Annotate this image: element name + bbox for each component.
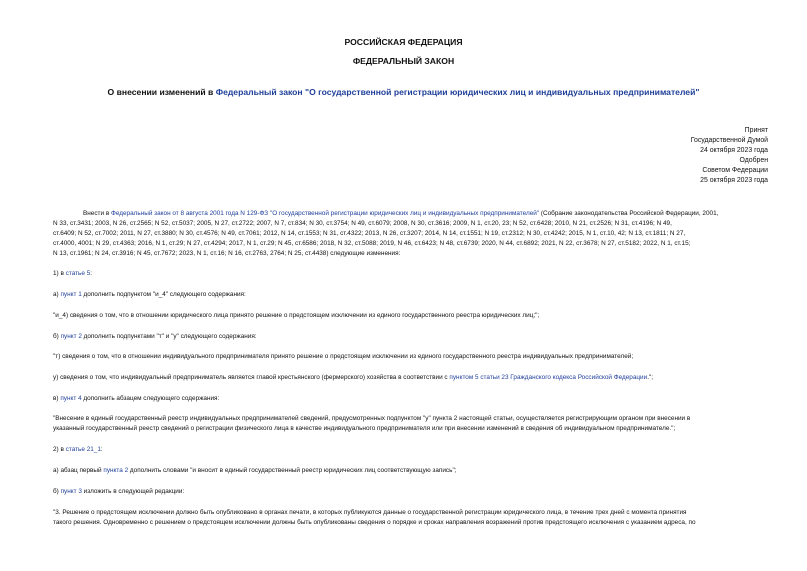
intro-line: ст.4000, 4001; N 29, ст.4363; 2016, N 1, ст.29; N 27, ст.4294; 2017, N 1, ст.29; N 45, ст.6586; 2018, N 32, ст.5088; 2019, N 46, ст.6423; N 48, ст.6739; 2020, N 44, ст.6892; 2021, N 22, ст.3678; N 27, ст.5182; 2022, N 1, ст.15; xyxy=(53,240,691,247)
item-c xyxy=(53,394,768,404)
item-a xyxy=(53,290,768,300)
item-text: ."; xyxy=(647,374,654,381)
item-link[interactable]: статье 21_1 xyxy=(65,446,101,453)
item-2a xyxy=(53,466,768,476)
adoption-line: Одобрен xyxy=(739,157,768,164)
item-text: 2) в xyxy=(53,446,66,453)
item-b-quote-u xyxy=(53,373,768,383)
adoption-line: 24 октября 2023 года xyxy=(700,147,768,154)
adoption-line: Принят xyxy=(744,127,768,134)
item-text: дополнить подпунктом "и_4" следующего содержания: xyxy=(81,291,246,298)
item-text: дополнить подпунктами "т" и "у" следующего содержания: xyxy=(81,333,257,340)
law-subject-link[interactable]: Федеральный закон "О государственной регистрации юридических лиц и индивидуальных предпринимателей" xyxy=(215,87,700,97)
item-1 xyxy=(53,269,768,279)
item-text: 1) в xyxy=(53,270,66,277)
item-2b-quote: "3. Решение о предстоящем исключении должно быть опубликовано в органах печати, в которых публикуются данные о государственной регистрации юридического лица, в течение трех дней с момента принятия xyxy=(53,509,687,516)
adoption-line: Государственной Думой xyxy=(690,137,768,144)
item-text: : xyxy=(100,446,103,453)
intro-paragraph xyxy=(53,209,768,219)
item-b xyxy=(53,332,768,342)
intro-line: N 33, ст.3431; 2003, N 26, ст.2565; N 52, ст.5037; 2005, N 27, ст.2722; 2007, N 7, ст.834; N 30, ст.3754; N 49, ст.6079; 2008, N 30, ст.3616; 2009, N 1, ст.20, 23; N 52, ст.6428; 2010, N 21, ст.2526; N 31, ст.4196; N 49, xyxy=(53,220,672,227)
item-2b xyxy=(53,487,768,497)
adoption-line: 25 октября 2023 года xyxy=(700,177,768,184)
law-title-country: РОССИЙСКАЯ ФЕДЕРАЦИЯ xyxy=(344,37,463,47)
adoption-line: Советом Федерации xyxy=(702,167,768,174)
law-subject xyxy=(0,87,807,97)
item-link[interactable]: пункт 2 xyxy=(60,333,82,340)
item-text: дополнить словами "и вносит в единый государственный реестр юридических лиц соответствующую запись"; xyxy=(128,467,457,474)
law-subject-prefix: О внесении изменений в xyxy=(107,87,216,97)
item-text: : xyxy=(90,270,93,277)
item-text: в) xyxy=(53,395,61,402)
item-text: б) xyxy=(53,488,61,495)
intro-prefix: Внести в xyxy=(83,210,111,217)
item-text: изложить в следующей редакции: xyxy=(81,488,185,495)
law-title-type: ФЕДЕРАЛЬНЫЙ ЗАКОН xyxy=(352,56,455,66)
item-link[interactable]: пункта 2 xyxy=(103,467,129,474)
item-2 xyxy=(53,445,768,455)
intro-rest: (Собрание законодательства Российской Федерации, 2001, xyxy=(539,210,719,217)
item-2b-quote: такого решения. Одновременно с решением о предстоящем исключении должны быть опубликованы сведения о порядке и сроках направления возражений против предстоящего исключения с указанием адреса, по xyxy=(53,519,696,526)
item-link[interactable]: статье 5 xyxy=(65,270,91,277)
item-link[interactable]: пункт 4 xyxy=(60,395,82,402)
item-c-quote: указанный государственный реестр сведений о регистрации физического лица в качестве индивидуального предпринимателя или при внесении изменений в сведения об индивидуальном предпринимателе."; xyxy=(53,425,676,432)
item-link[interactable]: пунктом 5 статьи 23 Гражданского кодекса Российской Федерации xyxy=(449,374,648,381)
item-text: б) xyxy=(53,333,61,340)
item-text: у) сведения о том, что индивидуальный предприниматель является главой крестьянского (фермерского) хозяйства в соответствии с xyxy=(53,374,450,381)
intro-line: ст.6409; N 52, ст.7002; 2011, N 27, ст.3880; N 30, ст.4576; N 49, ст.7061; 2012, N 14, ст.1553; N 31, ст.4322; 2013, N 26, ст.3207; 2014, N 14, ст.1551; N 19, ст.2312; N 30, ст.4242; 2015, N 1, ст.10, 42; N 13, ст.1811; N 27, xyxy=(53,230,686,237)
item-link[interactable]: пункт 3 xyxy=(60,488,82,495)
intro-law-link[interactable]: Федеральный закон от 8 августа 2001 года N 129-ФЗ "О государственной регистрации юридических лиц и индивидуальных предпринимателей" xyxy=(110,210,540,217)
item-a-quote: "и_4) сведения о том, что в отношении юридического лица принято решение о предстоящем исключении из единого государственного реестра юридических лиц;"; xyxy=(53,312,540,319)
adoption-block xyxy=(691,126,768,186)
item-link[interactable]: пункт 1 xyxy=(60,291,82,298)
item-text: а) абзац первый xyxy=(53,467,104,474)
item-b-quote-t: "т) сведения о том, что в отношении индивидуального предпринимателя принято решение о предстоящем исключении из единого государственного реестра индивидуальных предпринимателей; xyxy=(53,353,634,360)
item-c-quote: "Внесение в единый государственный реестр индивидуальных предпринимателей сведений, предусмотренных подпунктом "у" пункта 2 настоящей статьи, осуществляется регистрирующим органом при внесении в xyxy=(53,415,691,422)
intro-line: N 13, ст.1961; N 24, ст.3916; N 45, ст.7672; 2023, N 1, ст.16; N 16, ст.2763, 2764; N 25, ст.4438) следующие изменения: xyxy=(53,250,401,257)
item-text: дополнить абзацем следующего содержания: xyxy=(81,395,220,402)
item-text: а) xyxy=(53,291,61,298)
